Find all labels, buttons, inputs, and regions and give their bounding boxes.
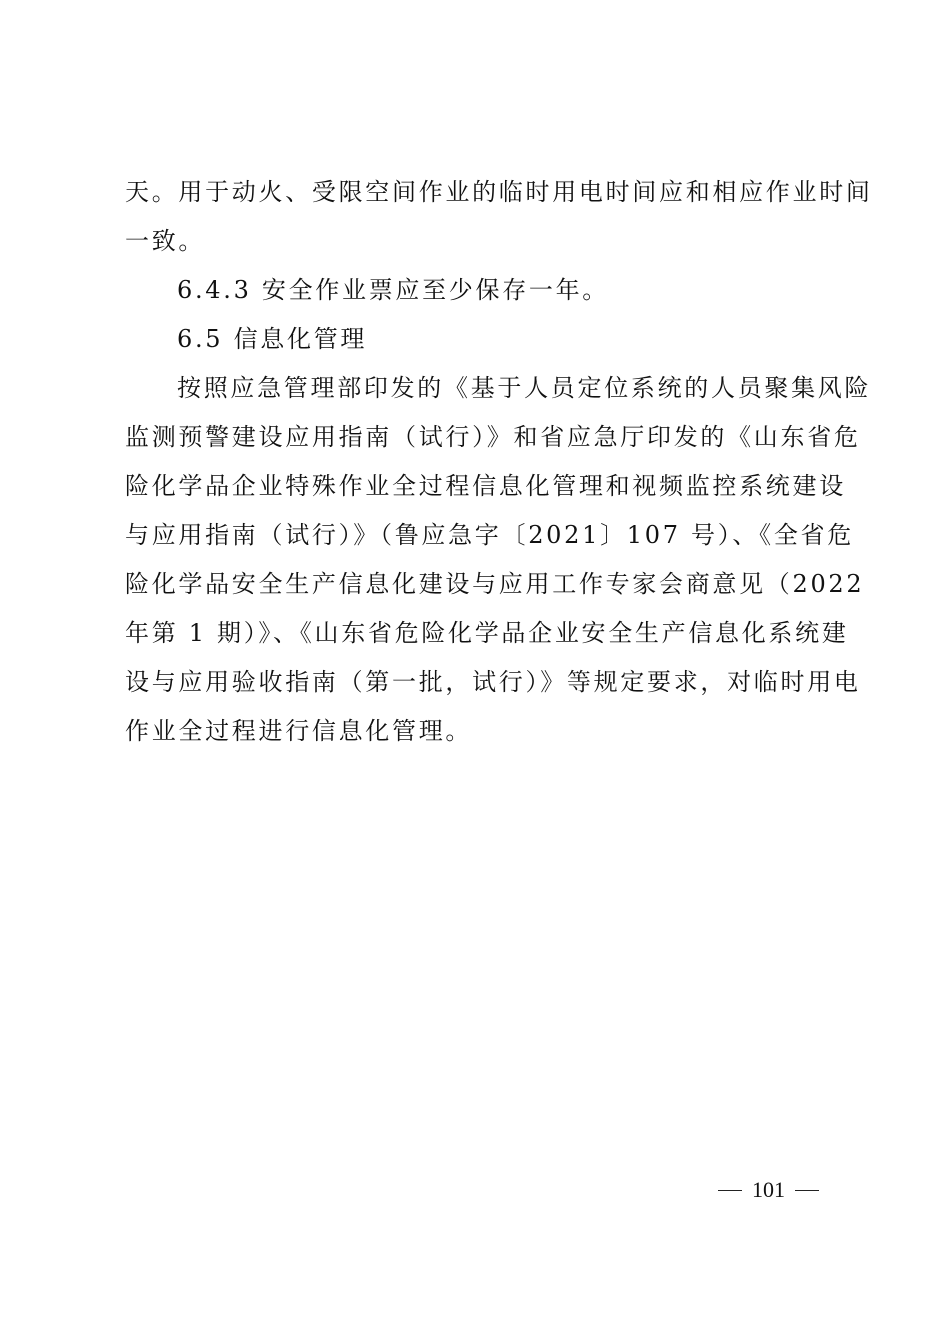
right-dash: [795, 1190, 819, 1191]
text-line: 监测预警建设应用指南（试行）》和省应急厅印发的《山东省危: [125, 423, 861, 451]
text-line: 作业全过程进行信息化管理。: [125, 717, 473, 745]
text-line: 一致。: [125, 227, 206, 255]
body-text: [125, 168, 873, 756]
text-line: 设与应用验收指南（第一批，试行）》等规定要求，对临时用电: [125, 668, 861, 696]
text-line: 年第 1 期）》、《山东省危险化学品企业安全生产信息化系统建: [125, 619, 849, 647]
section-heading-6-5: 6.5 信息化管理: [177, 325, 368, 353]
page-number-footer: [718, 1170, 819, 1210]
paragraph-start: 按照应急管理部印发的《基于人员定位系统的人员聚集风险: [177, 374, 872, 402]
left-dash: [718, 1190, 742, 1191]
page-number: 101: [752, 1177, 785, 1202]
text-line: 险化学品安全生产信息化建设与应用工作专家会商意见（2022: [125, 570, 865, 598]
text-line: 天。用于动火、受限空间作业的临时用电时间应和相应作业时间: [125, 178, 873, 206]
clause-6-4-3: 6.4.3 安全作业票应至少保存一年。: [177, 276, 609, 304]
text-line: 与应用指南（试行）》（鲁应急字〔2021〕107 号）、《全省危: [125, 521, 854, 549]
text-line: 险化学品企业特殊作业全过程信息化管理和视频监控系统建设: [125, 472, 846, 500]
